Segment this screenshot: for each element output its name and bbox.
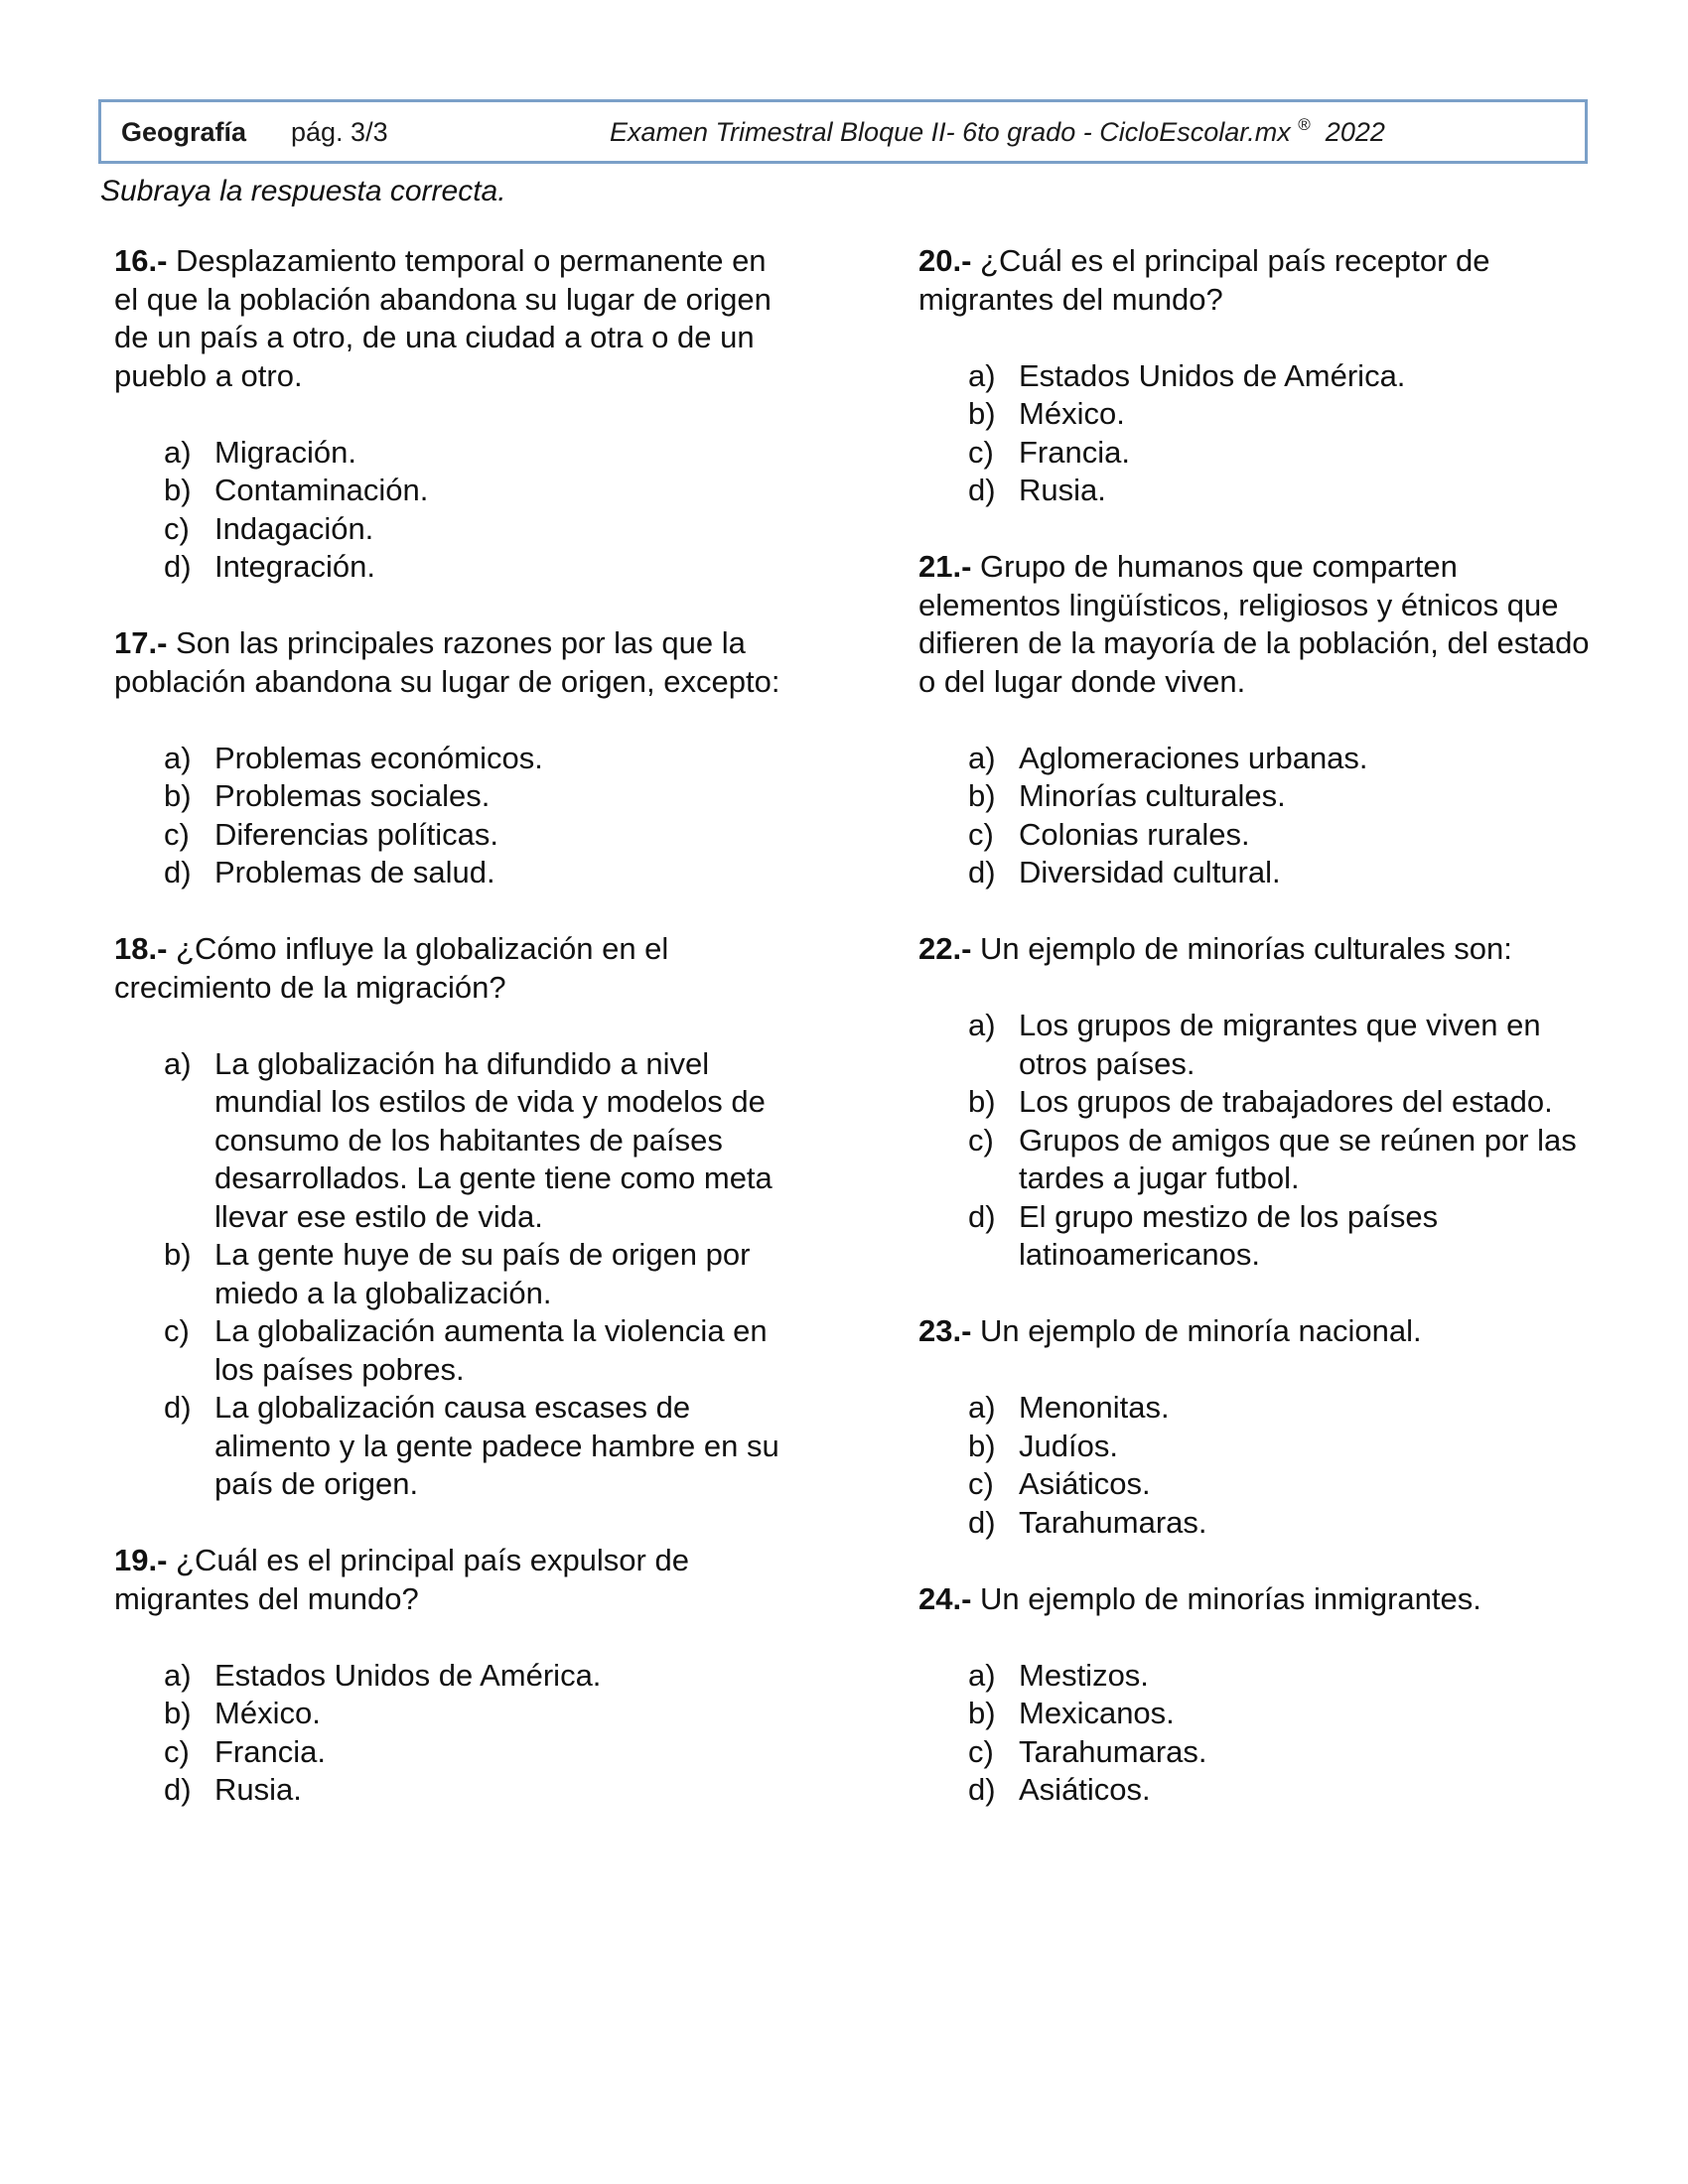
option-letter: a) <box>968 1008 996 1042</box>
option-letter: c) <box>164 1733 190 1769</box>
question-stem <box>918 930 1604 969</box>
question-stem <box>114 624 789 701</box>
option-text: La globalización ha difundido a nivel mundial los estilos de vida y modelos de consumo de los habitantes de países desarrollados. La gente tiene como meta llevar ese estilo de vida. <box>214 1045 773 1234</box>
option-letter: c) <box>968 1466 994 1501</box>
question-16 <box>114 242 789 587</box>
question-number: 22.- <box>918 931 972 966</box>
option-text: Problemas de salud. <box>214 855 495 889</box>
answer-option[interactable] <box>114 434 789 473</box>
left-column <box>114 242 789 1847</box>
option-letter: d) <box>164 855 192 889</box>
option-letter: c) <box>164 1313 190 1348</box>
question-23 <box>918 1312 1604 1542</box>
header-subject: Geografía <box>121 117 247 147</box>
option-text: Francia. <box>214 1733 326 1769</box>
answer-options <box>114 434 789 587</box>
option-letter: c) <box>968 1122 994 1158</box>
question-stem <box>114 930 789 1007</box>
option-letter: b) <box>968 778 996 813</box>
option-letter: b) <box>164 1237 192 1272</box>
option-text: La globalización aumenta la violencia en los países pobres. <box>214 1313 768 1387</box>
option-letter: c) <box>968 816 994 852</box>
option-text: Problemas sociales. <box>214 778 491 813</box>
option-text: Tarahumaras. <box>1019 1733 1207 1769</box>
option-letter: a) <box>968 740 996 775</box>
question-number: 17.- <box>114 625 168 660</box>
question-stem <box>918 1580 1604 1619</box>
right-column <box>918 242 1604 1847</box>
answer-option[interactable] <box>918 1198 1604 1275</box>
option-letter: b) <box>968 1084 996 1119</box>
question-stem <box>114 1542 789 1618</box>
option-text: Minorías culturales. <box>1019 778 1286 813</box>
option-letter: a) <box>164 434 192 470</box>
answer-option[interactable] <box>918 1083 1604 1122</box>
option-letter: c) <box>968 434 994 470</box>
option-letter: b) <box>968 1696 996 1730</box>
question-stem <box>918 242 1604 319</box>
question-19 <box>114 1542 789 1810</box>
option-text: Asiáticos. <box>1019 1466 1151 1501</box>
answer-option[interactable] <box>114 548 789 587</box>
option-text: Migración. <box>214 434 356 470</box>
option-text: Problemas económicos. <box>214 740 543 775</box>
option-letter: d) <box>968 1504 996 1540</box>
answer-option[interactable] <box>114 777 789 816</box>
answer-option[interactable] <box>918 1007 1604 1083</box>
answer-options <box>918 1007 1604 1275</box>
question-number: 19.- <box>114 1543 168 1577</box>
option-text: Francia. <box>1019 434 1130 470</box>
option-letter: a) <box>164 1045 192 1081</box>
answer-option[interactable] <box>918 434 1604 473</box>
option-letter: b) <box>968 1428 996 1463</box>
answer-option[interactable] <box>918 1428 1604 1466</box>
header-exam-title <box>610 117 1385 148</box>
option-text: México. <box>1019 396 1125 431</box>
question-17 <box>114 624 789 892</box>
answer-option[interactable] <box>918 816 1604 855</box>
answer-options <box>114 740 789 892</box>
answer-option[interactable] <box>918 1389 1604 1428</box>
answer-option[interactable] <box>918 854 1604 892</box>
answer-option[interactable] <box>918 1122 1604 1198</box>
answer-option[interactable] <box>918 1465 1604 1504</box>
question-18 <box>114 930 789 1504</box>
option-text: Estados Unidos de América. <box>214 1657 602 1693</box>
answer-option[interactable] <box>114 1733 789 1772</box>
option-text: Menonitas. <box>1019 1390 1170 1425</box>
question-text: Un ejemplo de minorías culturales son: <box>971 931 1512 966</box>
header-year: 2022 <box>1325 117 1385 147</box>
option-letter: c) <box>968 1733 994 1769</box>
option-text: Los grupos de trabajadores del estado. <box>1019 1084 1553 1119</box>
answer-option[interactable] <box>114 816 789 855</box>
page-header <box>98 99 1588 164</box>
option-text: Estados Unidos de América. <box>1019 357 1406 393</box>
option-letter: c) <box>164 816 190 852</box>
option-text: Tarahumaras. <box>1019 1504 1207 1540</box>
option-letter: a) <box>968 1390 996 1425</box>
question-stem <box>918 1312 1604 1351</box>
answer-option[interactable] <box>918 777 1604 816</box>
question-number: 20.- <box>918 243 972 278</box>
answer-options <box>918 1389 1604 1542</box>
answer-option[interactable] <box>918 1695 1604 1733</box>
answer-option[interactable] <box>918 395 1604 434</box>
question-text: Grupo de humanos que comparten elementos lingüísticos, religiosos y étnicos que difieren de la mayoría de la población, del estado o del lugar donde viven. <box>918 549 1590 699</box>
answer-options <box>114 1045 789 1504</box>
question-text: ¿Cuál es el principal país expulsor de migrantes del mundo? <box>114 1543 689 1616</box>
option-letter: a) <box>164 1657 192 1693</box>
option-letter: d) <box>164 549 192 584</box>
answer-option[interactable] <box>114 1312 789 1389</box>
answer-option[interactable] <box>114 1657 789 1696</box>
question-number: 18.- <box>114 931 168 966</box>
answer-option[interactable] <box>114 1236 789 1312</box>
header-page-number: pág. 3/3 <box>291 117 388 147</box>
option-text: El grupo mestizo de los países latinoamericanos. <box>1019 1198 1439 1272</box>
option-text: Los grupos de migrantes que viven en otros países. <box>1019 1008 1541 1081</box>
answer-option[interactable] <box>918 1657 1604 1696</box>
answer-option[interactable] <box>114 854 789 892</box>
option-text: Asiáticos. <box>1019 1772 1151 1807</box>
answer-options <box>918 740 1604 892</box>
instruction-text: Subraya la respuesta correcta. <box>100 175 506 207</box>
answer-option[interactable] <box>114 1695 789 1733</box>
option-letter: d) <box>968 1198 996 1234</box>
option-text: La gente huye de su país de origen por miedo a la globalización. <box>214 1237 751 1310</box>
answer-option[interactable] <box>918 472 1604 510</box>
answer-option[interactable] <box>918 1733 1604 1772</box>
option-text: Indagación. <box>214 510 374 546</box>
option-text: México. <box>214 1696 321 1730</box>
option-letter: b) <box>968 396 996 431</box>
option-letter: a) <box>164 740 192 775</box>
question-stem <box>114 242 789 395</box>
question-number: 23.- <box>918 1313 972 1348</box>
question-text: Un ejemplo de minoría nacional. <box>971 1313 1422 1348</box>
answer-option[interactable] <box>918 1771 1604 1810</box>
answer-options <box>918 357 1604 510</box>
option-letter: a) <box>968 1657 996 1693</box>
question-text: Desplazamiento temporal o permanente en el que la población abandona su lugar de origen de un país a otro, de una ciudad a otra o de un pueblo a otro. <box>114 243 772 393</box>
answer-option[interactable] <box>918 357 1604 396</box>
option-letter: d) <box>968 473 996 507</box>
option-letter: a) <box>968 357 996 393</box>
option-letter: b) <box>164 778 192 813</box>
answer-options <box>114 1657 789 1810</box>
option-text: Rusia. <box>1019 473 1106 507</box>
question-stem <box>918 548 1604 701</box>
option-letter: d) <box>968 1772 996 1807</box>
option-text: Diversidad cultural. <box>1019 855 1281 889</box>
question-20 <box>918 242 1604 510</box>
question-number: 16.- <box>114 243 168 278</box>
question-number: 21.- <box>918 549 972 584</box>
answer-option[interactable] <box>918 740 1604 778</box>
answer-option[interactable] <box>114 1771 789 1810</box>
option-text: Grupos de amigos que se reúnen por las tardes a jugar futbol. <box>1019 1122 1577 1195</box>
option-text: Integración. <box>214 549 375 584</box>
answer-option[interactable] <box>114 1389 789 1504</box>
option-letter: d) <box>968 855 996 889</box>
answer-option[interactable] <box>114 510 789 549</box>
question-text: Son las principales razones por las que la población abandona su lugar de origen, excepto: <box>114 625 780 699</box>
question-text: Un ejemplo de minorías inmigrantes. <box>971 1580 1481 1616</box>
answer-option[interactable] <box>918 1504 1604 1543</box>
answer-option[interactable] <box>114 740 789 778</box>
question-number: 24.- <box>918 1580 972 1616</box>
option-letter: d) <box>164 1390 192 1425</box>
question-22 <box>918 930 1604 1275</box>
option-text: Diferencias políticas. <box>214 816 499 852</box>
option-letter: d) <box>164 1772 192 1807</box>
question-text: ¿Cómo influye la globalización en el crecimiento de la migración? <box>114 931 669 1005</box>
answer-option[interactable] <box>114 472 789 510</box>
question-text: ¿Cuál es el principal país receptor de migrantes del mundo? <box>918 243 1490 317</box>
header-exam-title-text: Examen Trimestral Bloque II- 6to grado - CicloEscolar.mx <box>610 117 1291 147</box>
option-text: Colonias rurales. <box>1019 816 1250 852</box>
registered-mark: ® <box>1298 115 1311 134</box>
option-text: Mexicanos. <box>1019 1696 1175 1730</box>
option-text: Rusia. <box>214 1772 302 1807</box>
answer-option[interactable] <box>114 1045 789 1237</box>
answer-options <box>918 1657 1604 1810</box>
option-letter: b) <box>164 473 192 507</box>
option-text: Judíos. <box>1019 1428 1118 1463</box>
question-24 <box>918 1580 1604 1810</box>
question-21 <box>918 548 1604 892</box>
option-text: Mestizos. <box>1019 1657 1149 1693</box>
option-letter: b) <box>164 1696 192 1730</box>
option-text: Contaminación. <box>214 473 429 507</box>
option-text: Aglomeraciones urbanas. <box>1019 740 1368 775</box>
option-text: La globalización causa escases de alimento y la gente padece hambre en su país de origen. <box>214 1390 779 1501</box>
option-letter: c) <box>164 510 190 546</box>
